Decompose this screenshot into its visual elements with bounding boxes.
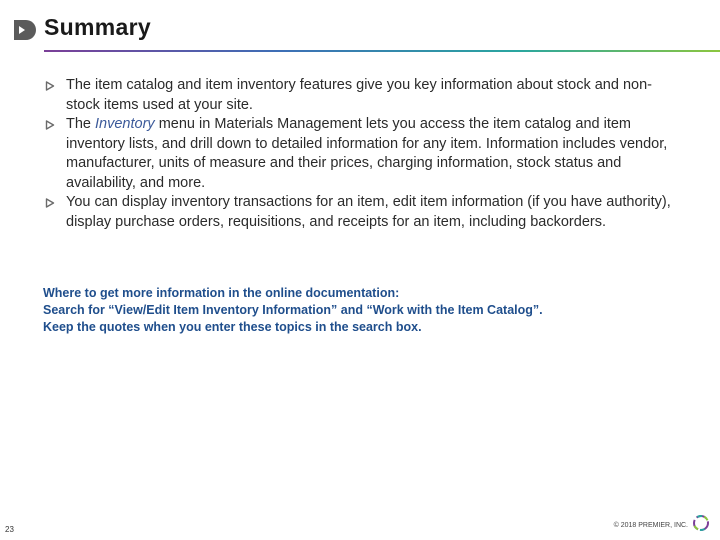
documentation-note-search: Search for “View/Edit Item Inventory Information” and “Work with the Item Catalog”. (43, 303, 543, 317)
bullet-text: You can display inventory transactions for an item, edit item information (if you have authority), display purchase orders, requisitions, and receipts for an item, including backorders. (66, 194, 671, 230)
title-divider (44, 50, 720, 52)
documentation-note (43, 285, 683, 336)
premier-logo-icon (10, 17, 36, 43)
premier-logo-icon (692, 514, 710, 532)
bullet-text-start: The (66, 116, 96, 132)
inventory-menu-term: Inventory (95, 116, 155, 132)
bullet-list (44, 76, 684, 232)
bullet-text: The item catalog and item inventory features give you key information about stock and non-stock items used at your site. (66, 77, 652, 113)
triangle-bullet-icon (45, 81, 55, 91)
documentation-note-tip: Keep the quotes when you enter these topics in the search box. (43, 320, 422, 334)
list-item (44, 193, 684, 232)
documentation-note-heading: Where to get more information in the online documentation: (43, 286, 400, 300)
page-number: 23 (5, 525, 14, 534)
page-title: Summary (44, 14, 151, 40)
list-item (44, 115, 684, 193)
bullet-text-end: menu in Materials Management lets you access the item catalog and item inventory lists, and drill down to detailed information for any item. Information includes vendor, manufacturer, units of measure and their prices, charging information, stock status and availability, and more. (66, 116, 668, 191)
list-item (44, 76, 684, 115)
copyright-text: © 2018 PREMIER, INC. (613, 522, 688, 529)
triangle-bullet-icon (45, 120, 55, 130)
triangle-bullet-icon (45, 198, 55, 208)
